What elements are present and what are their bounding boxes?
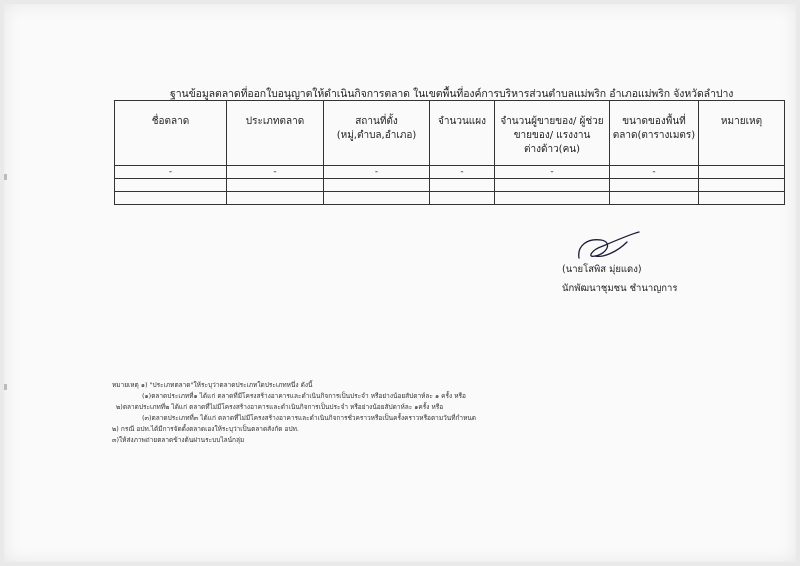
signatory-position: นักพัฒนาชุมชน ชำนาญการ	[562, 283, 678, 294]
table-cell: -	[227, 166, 324, 179]
footnote-line: ๒) กรณี อปท.ได้มีการจัดตั้งตลาดเองให้ระบุว่าเป็นตลาดสังกัด อปท.	[112, 425, 299, 433]
table-cell	[699, 179, 785, 192]
table-cell	[699, 166, 785, 179]
table-cell: -	[610, 166, 699, 179]
table-cell	[430, 192, 495, 205]
header-vendor-count: จำนวนผู้ขายของ/ ผู้ช่วยขายของ/ แรงงานต่างด้าว(คน)	[495, 101, 610, 166]
header-market-type: ประเภทตลาด	[227, 101, 324, 166]
table-cell	[699, 192, 785, 205]
footnote-line: (๓)ตลาดประเภทที่๓ ได้แก่ ตลาดที่ไม่มีโครงสร้างอาคารและดำเนินกิจการชั่วคราวหรือเป็นครั้งคราวหรือตามวันที่กำหนด	[142, 414, 477, 422]
table-cell: -	[115, 166, 227, 179]
header-market-name: ชื่อตลาด	[115, 101, 227, 166]
table-cell	[324, 179, 430, 192]
footnote-line: (๑)ตลาดประเภทที่๑ ได้แก่ ตลาดที่มีโครงสร้างอาคารและดำเนินกิจการเป็นประจำ หรือย่างน้อยสัปดาห์ละ ๑ ครั้ง หรือ	[142, 392, 466, 400]
header-remarks: หมายเหตุ	[699, 101, 785, 166]
table-cell: -	[430, 166, 495, 179]
table-cell	[324, 192, 430, 205]
punch-hole	[4, 174, 7, 180]
table-row	[115, 179, 785, 192]
table-cell	[610, 179, 699, 192]
signatory-name: (นายโสพิส มุ่ยแดง)	[562, 264, 642, 275]
document-title: ฐานข้อมูลตลาดที่ออกใบอนุญาตให้ดำเนินกิจการตลาด ในเขตพื้นที่องค์การบริหารส่วนตำบลแม่พริก อำเภอแม่พริก จังหวัดลำปาง	[170, 88, 734, 100]
table-cell	[430, 179, 495, 192]
header-location: สถานที่ตั้ง (หมู่,ตำบล,อำเภอ)	[324, 101, 430, 166]
market-table	[114, 100, 785, 205]
table-cell	[495, 179, 610, 192]
table-header-row	[115, 101, 785, 166]
footnote-line: ๒)ตลาดประเภทที่๒ ได้แก่ ตลาดที่ไม่มีโครงสร้างอาคารและดำเนินกิจการเป็นประจำ หรือย่างน้อยสัปดาห์ละ ๑ครั้ง หรือ	[116, 403, 444, 411]
table-cell	[610, 192, 699, 205]
table-cell	[115, 179, 227, 192]
footnote-line: ๓)ให้ส่งภาพถ่ายตลาดข้างต้นผ่านระบบไลน์กลุ่ม	[112, 436, 245, 444]
table-cell	[227, 192, 324, 205]
punch-hole	[4, 384, 7, 390]
header-area-size: ขนาดของพื้นที่ ตลาด(ตารางเมตร)	[610, 101, 699, 166]
table-row	[115, 166, 785, 179]
table-cell	[115, 192, 227, 205]
table-cell	[495, 192, 610, 205]
table-cell	[227, 179, 324, 192]
footnotes	[112, 380, 476, 446]
footnote-line: หมายเหตุ ๑) "ประเภทตลาด"ให้ระบุว่าตลาดประเภทใดประเภทหนึ่ง ดังนี้	[112, 381, 313, 389]
table-row	[115, 192, 785, 205]
table-cell: -	[324, 166, 430, 179]
header-stall-count: จำนวนแผง	[430, 101, 495, 166]
table-cell: -	[495, 166, 610, 179]
